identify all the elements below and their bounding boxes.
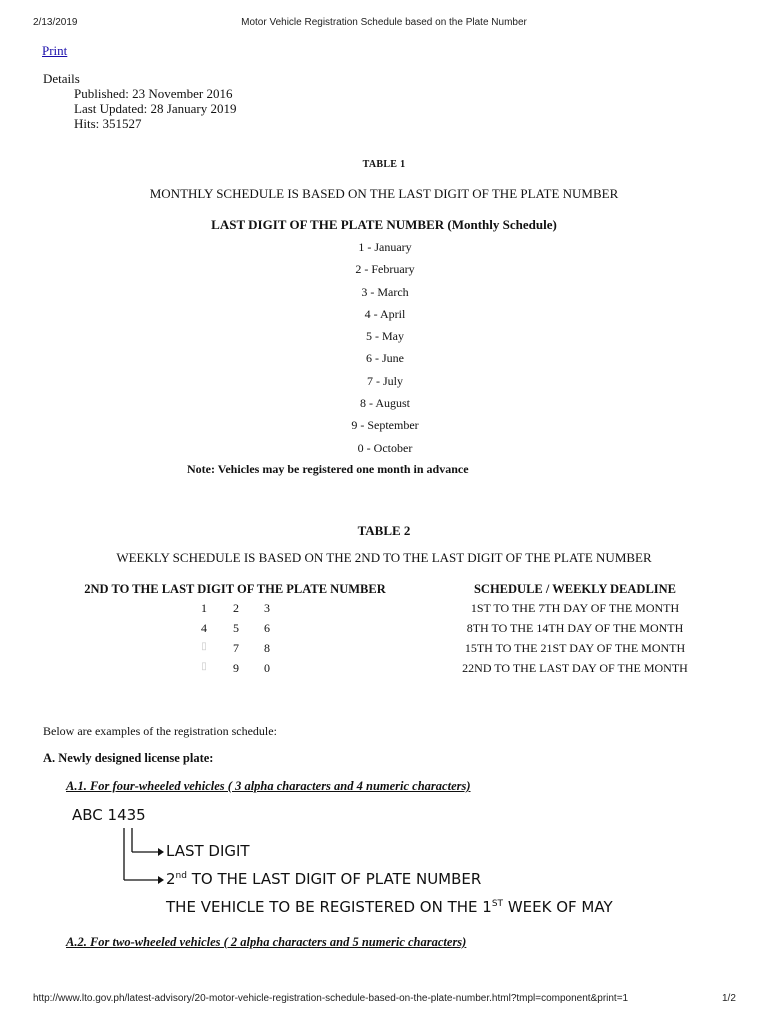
list-item: 0 - October [357,440,413,455]
schedule-cell: 1ST TO THE 7TH DAY OF THE MONTH [470,601,680,615]
page-number: 1/2 [722,993,736,1004]
table2-schedule-header: SCHEDULE / WEEKLY DEADLINE [473,582,677,596]
digit-cell: 7 [233,641,239,655]
section-a-heading: A. Newly designed license plate: [43,751,214,765]
print-link[interactable]: Print [42,43,68,58]
subsection-a1-heading: A.1. For four-wheeled vehicles ( 3 alpha characters and 4 numeric characters) [66,779,471,793]
digit-cell: 2 [233,601,239,615]
print-page-title: Motor Vehicle Registration Schedule based on the Plate Number [241,17,527,28]
list-item: 6 - June [366,351,404,366]
list-item: 8 - August [359,396,410,411]
page-url: http://www.lto.gov.ph/latest-advisory/20-motor-vehicle-registration-schedule-based-on-the-plate-number.html?tmpl=component&print=1 [33,993,629,1004]
missing-glyph-cell: ▯ [201,661,207,672]
table-row [0,641,768,661]
list-item: 9 - September [351,418,419,433]
digit-cell: 8 [264,641,270,655]
schedule-cell: 15TH TO THE 21ST DAY OF THE MONTH [464,641,686,655]
digit-cell: 6 [264,621,270,635]
second-to-last-digit-label: 2nd TO THE LAST DIGIT OF PLATE NUMBER [166,870,482,888]
list-item: 5 - May [366,329,404,344]
digit-cell: 0 [264,661,270,675]
subsection-a2-heading: A.2. For two-wheeled vehicles ( 2 alpha characters and 5 numeric characters) [66,935,467,949]
print-date: 2/13/2019 [33,17,78,28]
details-label: Details [43,71,80,86]
list-item: 1 - January [358,240,412,254]
table2-subtitle: WEEKLY SCHEDULE IS BASED ON THE 2ND TO THE LAST DIGIT OF THE PLATE NUMBER [116,550,652,565]
monthly-schedule-list [0,239,768,462]
table2-digits-header: 2ND TO THE LAST DIGIT OF THE PLATE NUMBER [84,582,386,596]
example-plate-number: ABC 1435 [72,806,146,824]
article-details [43,71,236,131]
schedule-cell: 22ND TO THE LAST DAY OF THE MONTH [462,661,688,675]
schedule-cell: 8TH TO THE 14TH DAY OF THE MONTH [466,621,684,635]
table-row [0,661,768,681]
digit-cell: 5 [233,621,239,635]
list-item: 2 - February [355,262,415,277]
last-digit-label: LAST DIGIT [166,842,250,860]
table1-note: Note: Vehicles may be registered one month in advance [187,462,469,476]
table-row [0,601,768,621]
plate-example-diagram [72,806,613,918]
hit-count: Hits: 351527 [74,116,142,131]
missing-glyph-cell: ▯ [201,641,207,652]
published-date: Published: 23 November 2016 [74,86,233,101]
registration-week-label: THE VEHICLE TO BE REGISTERED ON THE 1ST WEEK OF MAY [166,898,613,916]
list-item: 3 - March [361,284,409,299]
list-item: 7 - July [367,373,403,388]
last-updated-date: Last Updated: 28 January 2019 [74,101,237,116]
table2-title: TABLE 2 [357,523,411,538]
digit-cell: 3 [264,601,270,615]
digit-cell: 4 [201,621,207,635]
table1-subtitle: MONTHLY SCHEDULE IS BASED ON THE LAST DIGIT OF THE PLATE NUMBER [149,186,619,201]
list-item: 4 - April [364,306,406,321]
table1-heading: LAST DIGIT OF THE PLATE NUMBER (Monthly Schedule) [211,217,557,232]
examples-intro: Below are examples of the registration schedule: [43,724,277,738]
digit-cell: 9 [233,661,239,675]
digit-cell: 1 [201,601,207,615]
table1-title: TABLE 1 [362,159,406,170]
table-row [0,621,768,641]
